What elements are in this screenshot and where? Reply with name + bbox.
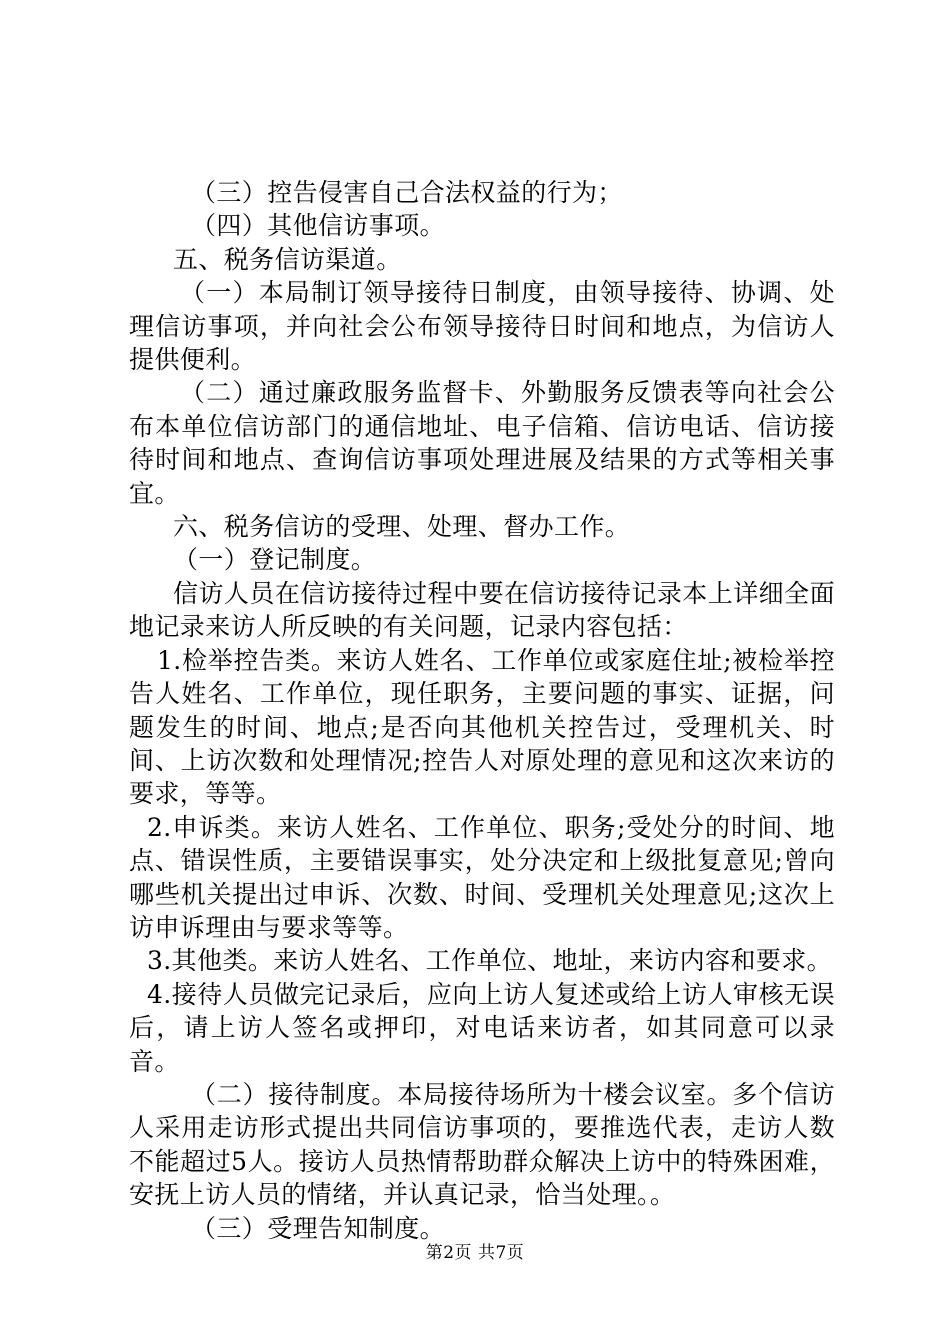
paragraph-channel-1: （一）本局制订领导接待日制度，由领导接待、协调、处理信访事项，并向社会公布领导接待日时间和地点，为信访人提供便利。 <box>129 278 835 375</box>
page-footer: 第2页 共7页 <box>425 1243 525 1263</box>
paragraph-registration: 信访人员在信访接待过程中要在信访接待记录本上详细全面地记录来访人所反映的有关问题，记录内容包括： <box>129 578 835 642</box>
list-item-report: 1.检举控告类。来访人姓名、工作单位或家庭住址;被检举控告人姓名、工作单位，现任职务，主要问题的事实、证据，问题发生的时间、地点;是否向其他机关控告过，受理机关、时间、上访次数和处理情况;控告人对原处理的意见和这次来访的要求，等等。 <box>129 645 835 809</box>
document-body <box>129 176 835 1245</box>
section-heading-6: 六、税务信访的受理、处理、督办工作。 <box>173 512 631 542</box>
list-item-other: 3.其他类。来访人姓名、工作单位、地址，来访内容和要求。 <box>147 946 833 976</box>
subsection-reception: （二）接待制度。本局接待场所为十楼会议室。多个信访人采用走访形式提出共同信访事项的，要推选代表，走访人数不能超过5人。接访人员热情帮助群众解决上访中的特殊困难，安抚上访人员的情绪，并认真记录，恰当处理。。 <box>129 1079 835 1210</box>
list-item-appeal: 2.申诉类。来访人姓名、工作单位、职务;受处分的时间、地点、错误性质，主要错误事实，处分决定和上级批复意见;曾向哪些机关提出过申诉、次数、时间、受理机关处理意见;这次上访申诉理由与要求等等。 <box>129 812 835 942</box>
paragraph-item-3: （三）控告侵害自己合法权益的行为； <box>191 178 623 207</box>
paragraph-channel-2: （二）通过廉政服务监督卡、外勤服务反馈表等向社会公布本单位信访部门的通信地址、电子信箱、信访电话、信访接待时间和地点、查询信访事项处理进展及结果的方式等相关事宜。 <box>129 378 835 508</box>
paragraph-item-4: （四）其他信访事项。 <box>191 211 446 241</box>
list-item-recording: 4.接待人员做完记录后，应向上访人复述或给上访人审核无误后，请上访人签名或押印，对电话来访者，如其同意可以录音。 <box>129 979 835 1076</box>
subsection-registration: （一）登记制度。 <box>173 545 377 575</box>
section-heading-5: 五、税务信访渠道。 <box>173 244 402 274</box>
subsection-notice: （三）受理告知制度。 <box>191 1213 446 1243</box>
